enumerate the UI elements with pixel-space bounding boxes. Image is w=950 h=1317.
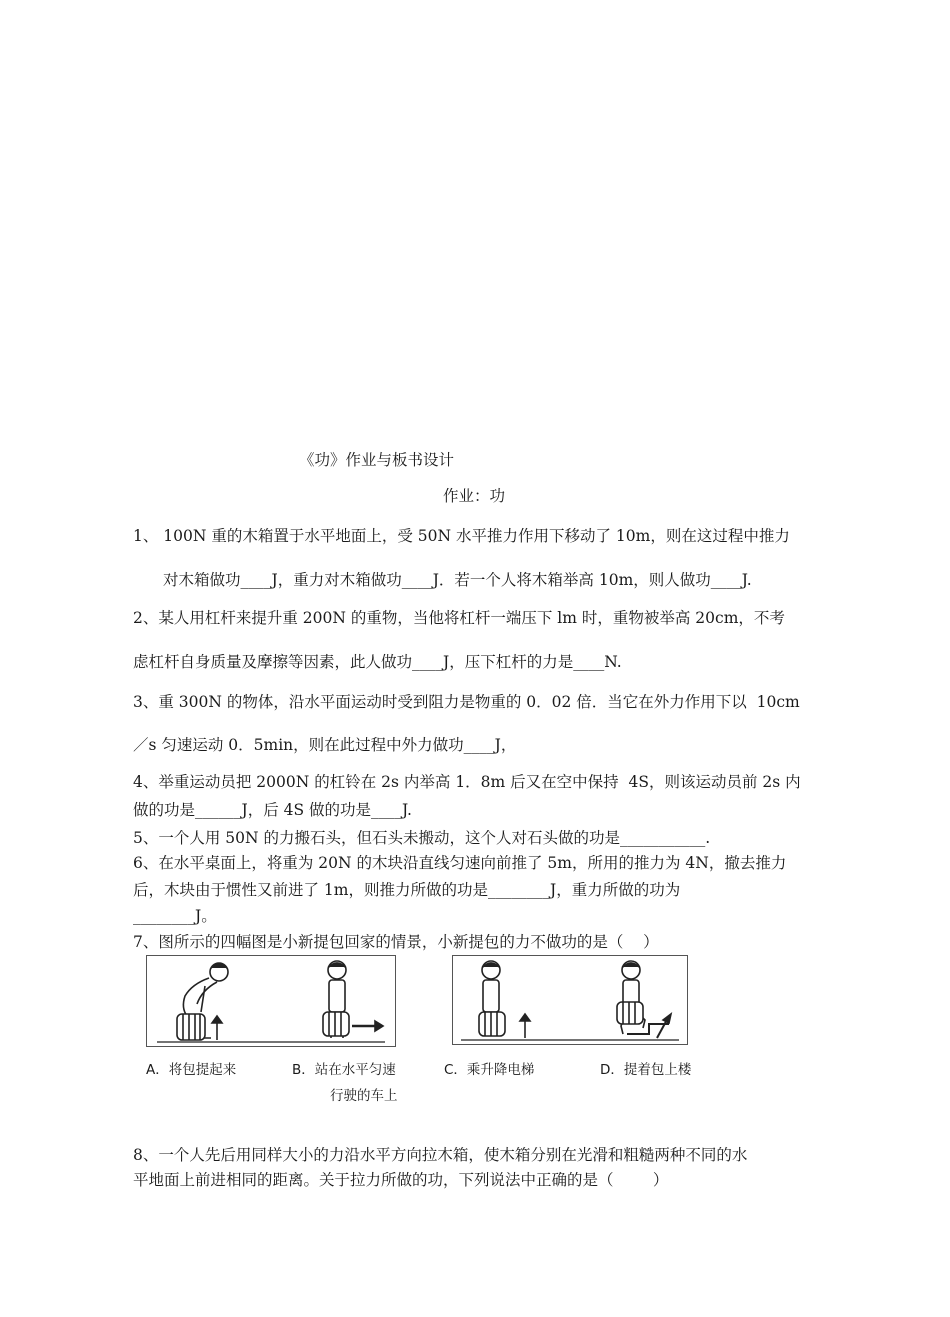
question-7-line-1: 7、图所示的四幅图是小新提包回家的情景，小新提包的力不做功的是（ ） xyxy=(133,933,659,951)
option-d-label: D．提着包上楼 xyxy=(600,1062,692,1078)
person-climbing-stairs-icon xyxy=(587,956,687,1044)
option-b-label: B．站在水平匀速 xyxy=(292,1062,396,1078)
question-2-line-2: 虑杠杆自身质量及摩擦等因素，此人做功____J，压下杠杆的力是____N. xyxy=(133,653,622,671)
figure-a-frame xyxy=(146,955,396,1047)
page-title: 《功》作业与板书设计 xyxy=(299,451,455,469)
page-subtitle: 作业：功 xyxy=(443,487,506,505)
question-4-line-1: 4、举重运动员把 2000N 的杠铃在 2s 内举高 1．8m 后又在空中保持 4S，则该运动员前 2s 内 xyxy=(133,773,801,791)
question-1-line-1: 1、 100N 重的木箱置于水平地面上，受 50N 水平推力作用下移动了 10m，则在这过程中推力 xyxy=(133,527,790,545)
question-5-line-1: 5、一个人用 50N 的力搬石头，但石头未搬动，这个人对石头做的功是___________. xyxy=(133,829,711,847)
figure-cd-frame xyxy=(452,955,688,1045)
question-6-line-3: ________J。 xyxy=(133,907,217,925)
option-c-label: C．乘升降电梯 xyxy=(444,1062,535,1078)
question-3-line-2: ／s 匀速运动 0．5min，则在此过程中外力做功____J， xyxy=(133,736,517,754)
question-1-line-2: 对木箱做功____J，重力对木箱做功____J．若一个人将木箱举高 10m，则人做功____J. xyxy=(163,571,752,589)
option-a-label: A．将包提起来 xyxy=(146,1062,237,1078)
question-3-line-1: 3、重 300N 的物体，沿水平面运动时受到阻力是物重的 0．02 倍．当它在外力作用下以 10cm xyxy=(133,693,800,711)
question-4-line-2: 做的功是______J，后 4S 做的功是____J. xyxy=(133,801,412,819)
option-b-label-2: 行驶的车上 xyxy=(330,1088,398,1104)
question-8-line-2: 平地面上前进相同的距离。关于拉力所做的功，下列说法中正确的是（ ） xyxy=(133,1171,669,1189)
question-6-line-2: 后，木块由于惯性又前进了 1m，则推力所做的功是________J，重力所做的功为 xyxy=(133,881,681,899)
question-6-line-1: 6、在水平桌面上，将重为 20N 的木块沿直线匀速向前推了 5m，所用的推力为 4N，撤去推力 xyxy=(133,854,787,872)
question-2-line-1: 2、某人用杠杆来提升重 200N 的重物，当他将杠杆一端压下 lm 时，重物被举高 20cm，不考 xyxy=(133,609,785,627)
question-8-line-1: 8、一个人先后用同样大小的力沿水平方向拉木箱，使木箱分别在光滑和粗糙两种不同的水 xyxy=(133,1146,748,1164)
person-lifting-bag-icon xyxy=(147,956,395,1046)
